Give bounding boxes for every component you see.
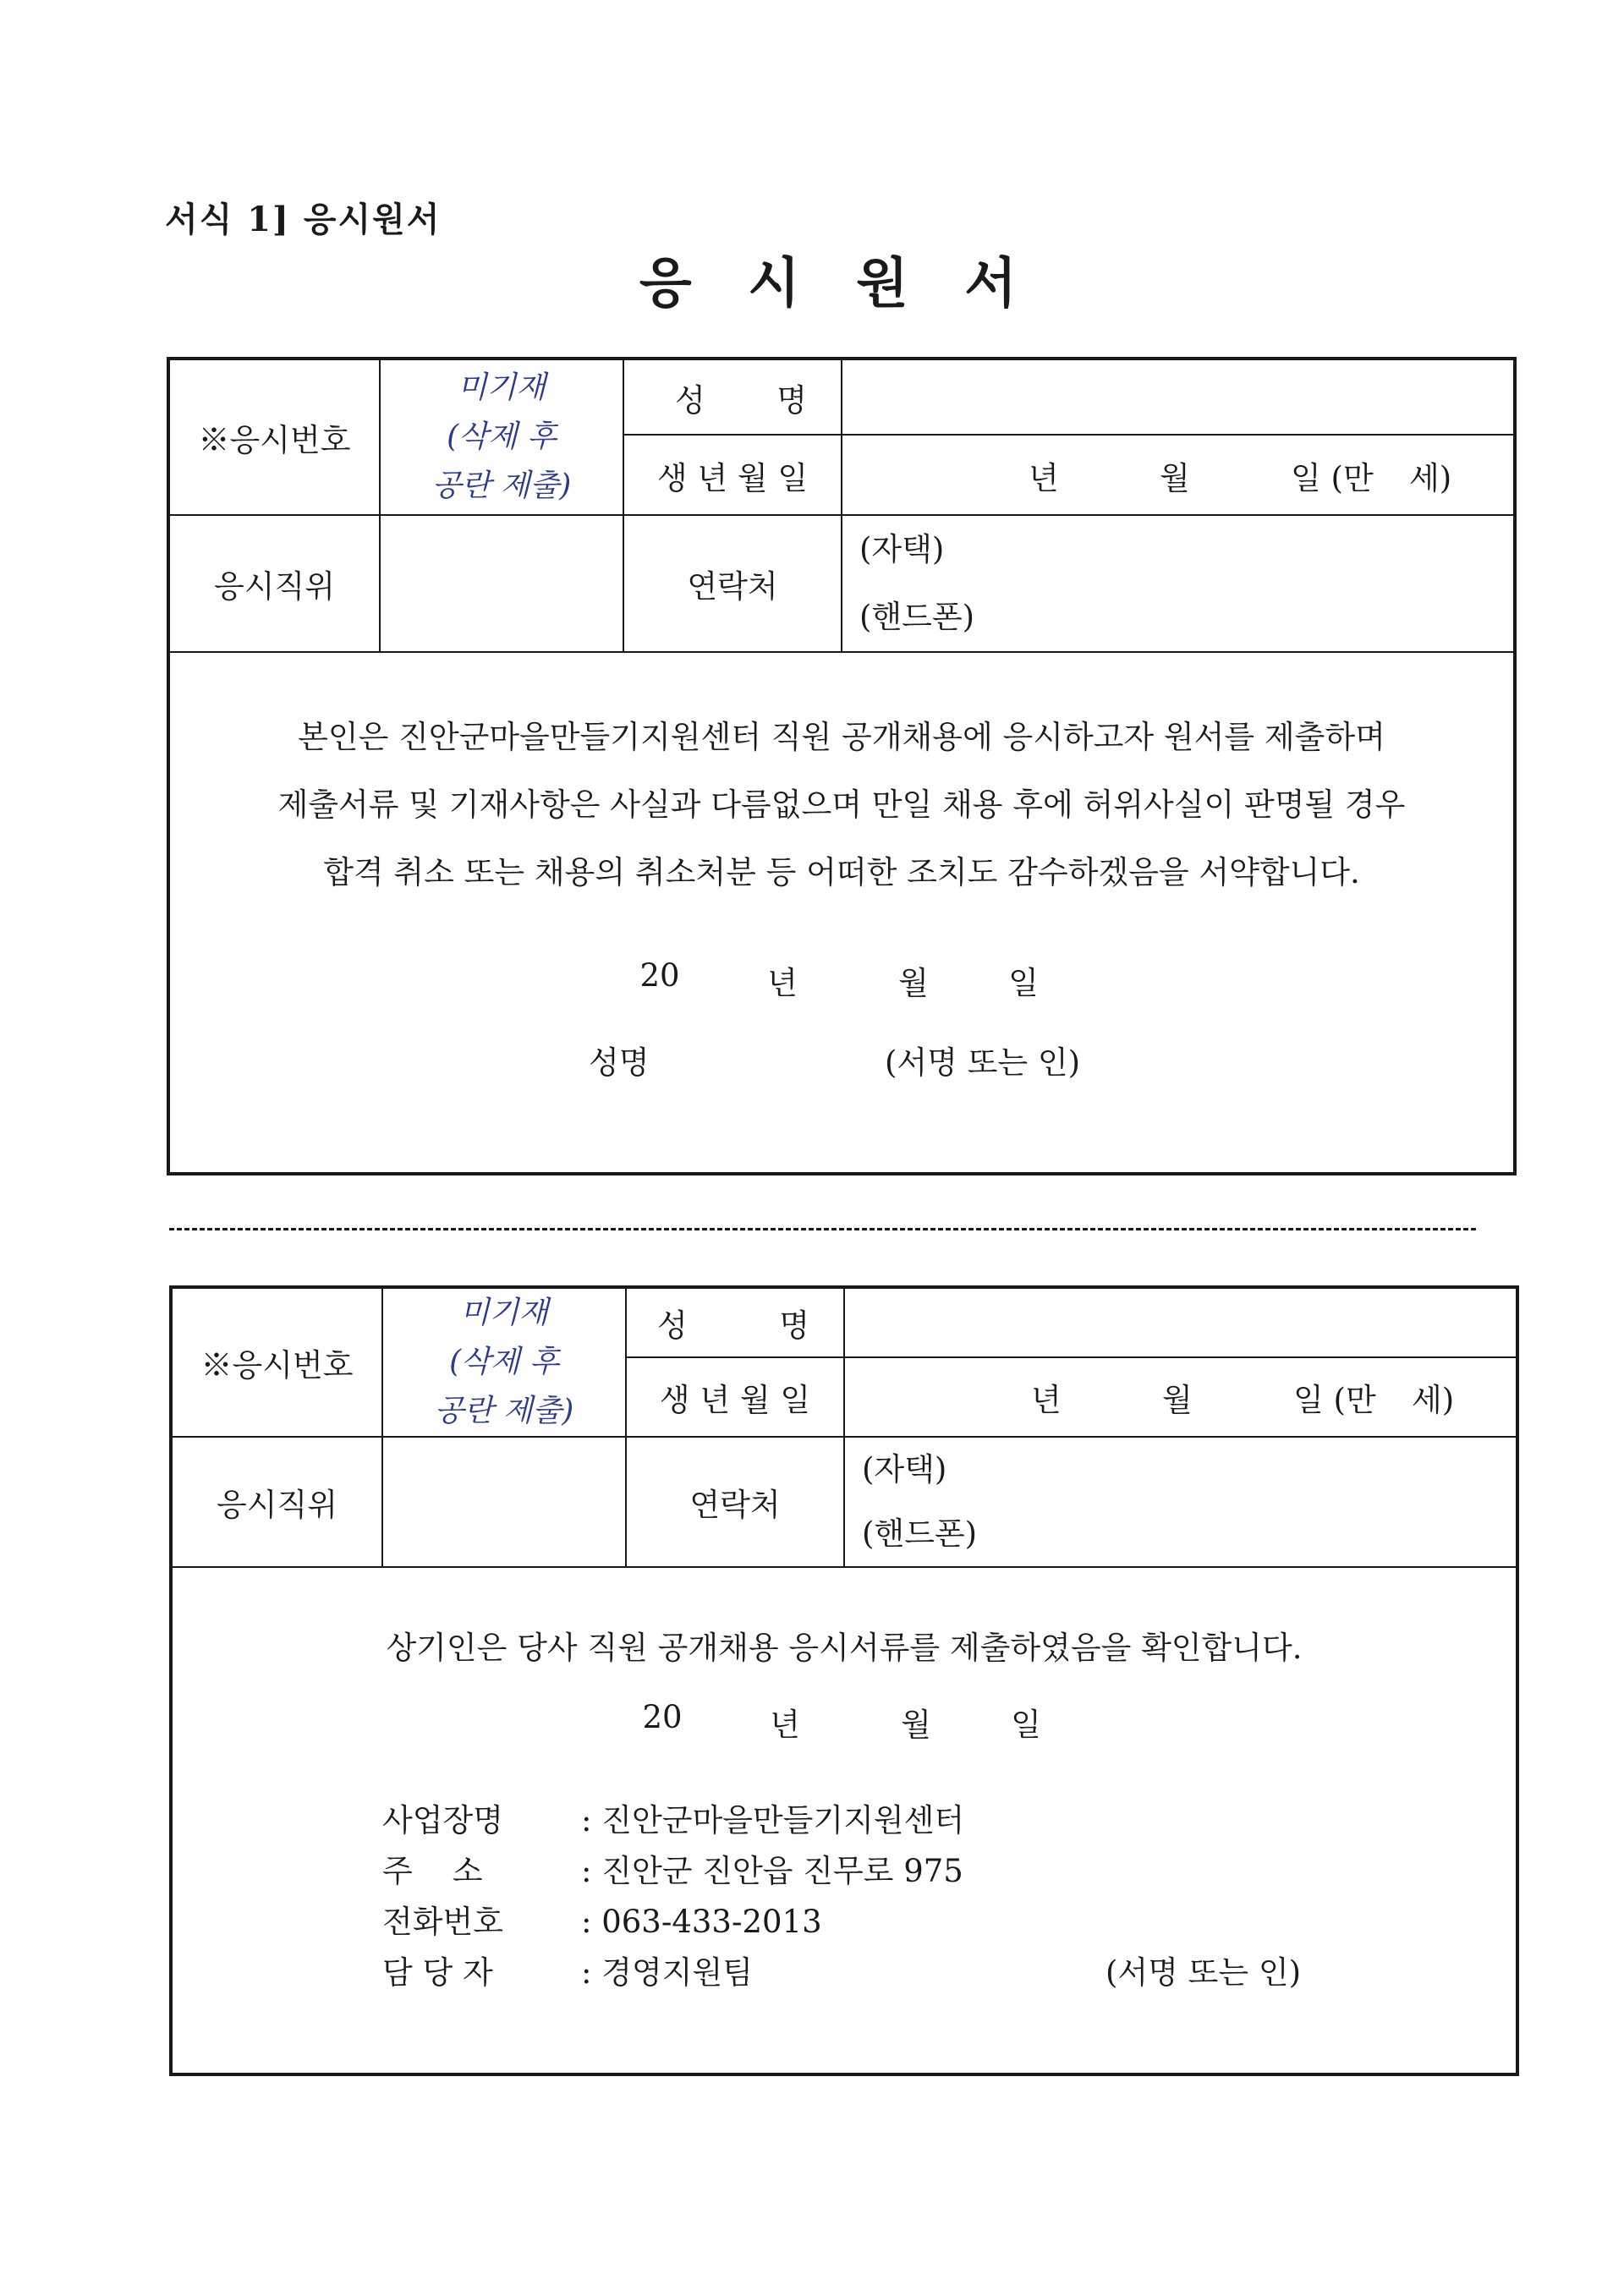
exam-number-cell[interactable] [380, 359, 623, 515]
signature-note: (서명 또는 인) [885, 1044, 1081, 1081]
receipt-name-label: 성 명 [626, 1287, 844, 1357]
receipt-contact-home-label: (자택) [862, 1451, 947, 1488]
receipt-birth-label: 생 년 월 일 [626, 1357, 844, 1437]
position-field[interactable] [380, 515, 623, 652]
receipt-contact-label: 연락처 [626, 1437, 844, 1567]
birth-field[interactable]: 년 월 일 (만 세) [842, 435, 1515, 515]
contact-home-label: (자택) [859, 531, 945, 567]
contact-field[interactable] [842, 515, 1515, 652]
receipt-position-field[interactable] [382, 1437, 626, 1567]
application-signature-line [170, 1037, 1513, 1082]
company-info-row: 주 소 : 진안군 진안읍 진무로 975 [382, 1853, 963, 1889]
declaration-text: 본인은 진안군마을만들기지원센터 직원 공개채용에 응시하고자 원서를 제출하며 제출서류 및 기재사항은 사실과 다름없으며 만일 채용 후에 허위사실이 판명될 경우 합격 취소 또는 채용의 취소처분 등 어떠한 조치도 감수하겠음을 서약합니다. [277, 719, 1406, 890]
company-info [382, 1795, 1516, 1998]
confirmation-cell [171, 1567, 1517, 2074]
receipt-signature-note: (서명 또는 인) [1106, 1954, 1302, 1991]
exam-number-label: ※응시번호 [168, 359, 380, 515]
application-date-line: 20 년 월 일 [639, 957, 1039, 1001]
receipt-name-field[interactable] [844, 1287, 1517, 1357]
receipt-birth-field[interactable]: 년 월 일 (만 세) [844, 1357, 1517, 1437]
confirmation-text: 상기인은 당사 직원 공개채용 응시서류를 제출하였음을 확인합니다. [386, 1630, 1303, 1666]
receipt-contact-mobile-label: (핸드폰) [862, 1515, 978, 1552]
exam-number-note: 미기재 (삭제 후 공란 제출) [431, 370, 572, 503]
company-info-row: 사업장명 : 진안군마을만들기지원센터 [382, 1802, 965, 1838]
signature-name-label: 성명 [589, 1044, 650, 1081]
name-label: 성 명 [623, 359, 842, 435]
receipt-exam-number-label: ※응시번호 [171, 1287, 382, 1437]
receipt-exam-number-note: 미기재 (삭제 후 공란 제출) [434, 1296, 574, 1428]
receipt-exam-number-cell[interactable] [382, 1287, 626, 1437]
position-label: 응시직위 [168, 515, 380, 652]
receipt-date-line: 20 년 월 일 [642, 1699, 1041, 1743]
application-table [167, 357, 1517, 1175]
cut-line-divider [169, 1228, 1476, 1230]
form-label: 서식 1] 응시원서 [165, 200, 442, 239]
name-field[interactable] [842, 359, 1515, 435]
company-info-row: 담 당 자 : 경영지원팀 (서명 또는 인) [382, 1948, 1516, 1998]
birth-label: 생 년 월 일 [623, 435, 842, 515]
receipt-table [169, 1285, 1519, 2076]
declaration-cell [168, 652, 1515, 1174]
receipt-contact-field[interactable] [844, 1437, 1517, 1567]
receipt-position-label: 응시직위 [171, 1437, 382, 1567]
company-info-row: 전화번호 : 063-433-2013 [382, 1904, 822, 1940]
page-title: 응 시 원 서 [639, 252, 1036, 315]
contact-mobile-label: (핸드폰) [859, 599, 975, 635]
contact-label: 연락처 [623, 515, 842, 652]
